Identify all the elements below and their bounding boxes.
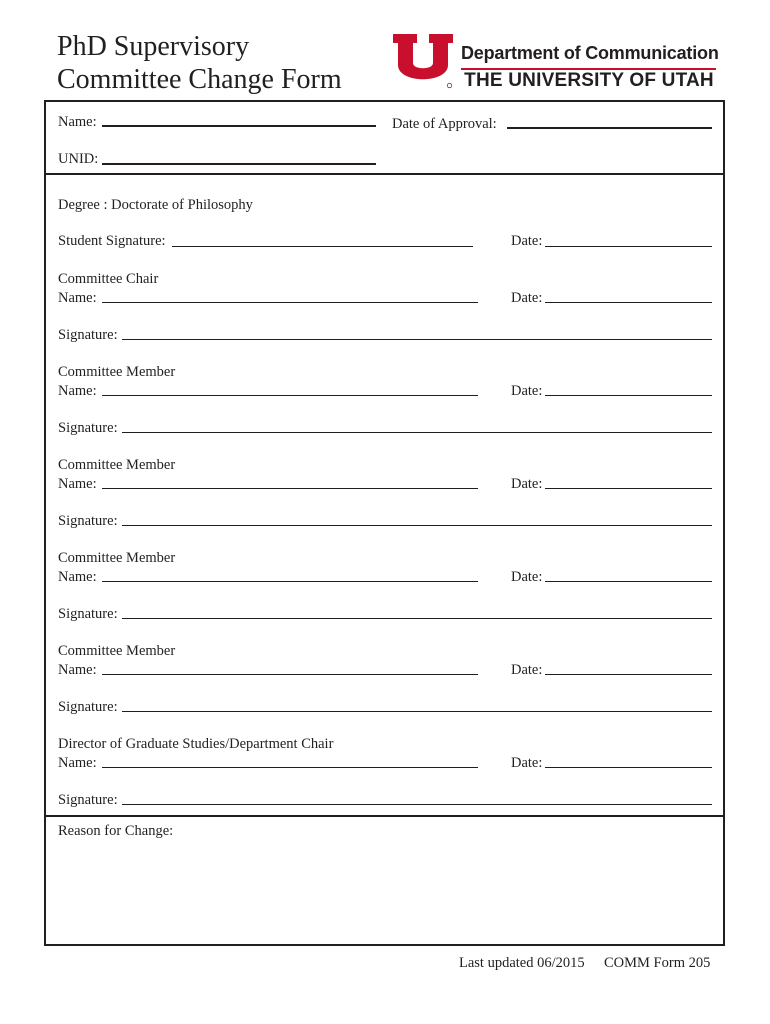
section-date-label: Date: xyxy=(511,290,543,306)
form-id: COMM Form 205 xyxy=(604,955,711,971)
section-heading: Committee Member xyxy=(58,364,176,380)
section-heading: Committee Member xyxy=(58,457,176,473)
student-date-field[interactable] xyxy=(545,246,712,247)
section-signature-field[interactable] xyxy=(122,432,712,433)
section-name-field[interactable] xyxy=(102,767,478,768)
section-date-field[interactable] xyxy=(545,674,712,675)
section-name-label: Name: xyxy=(58,476,97,492)
section-date-field[interactable] xyxy=(545,581,712,582)
section-signature-label: Signature: xyxy=(58,606,118,622)
date-of-approval-field[interactable] xyxy=(507,127,712,129)
title-line-2: Committee Change Form xyxy=(57,64,342,95)
unid-label: UNID: xyxy=(58,151,99,167)
department-name: Department of Communication xyxy=(461,43,719,63)
section-signature-field[interactable] xyxy=(122,618,712,619)
section-signature-field[interactable] xyxy=(122,711,712,712)
section-signature-label: Signature: xyxy=(58,792,118,808)
page-title xyxy=(57,30,342,96)
section-name-label: Name: xyxy=(58,755,97,771)
date-of-approval-label: Date of Approval: xyxy=(392,116,497,132)
block-u-logo-icon xyxy=(393,34,453,89)
section-signature-label: Signature: xyxy=(58,513,118,529)
section-name-field[interactable] xyxy=(102,488,478,489)
section-name-label: Name: xyxy=(58,383,97,399)
section-signature-field[interactable] xyxy=(122,525,712,526)
unid-field[interactable] xyxy=(102,163,376,165)
section-date-field[interactable] xyxy=(545,395,712,396)
name-field[interactable] xyxy=(102,125,376,127)
section-date-label: Date: xyxy=(511,476,543,492)
section-name-field[interactable] xyxy=(102,302,478,303)
section-heading: Committee Member xyxy=(58,550,176,566)
section-heading: Committee Member xyxy=(58,643,176,659)
student-signature-label: Student Signature: xyxy=(58,233,166,249)
section-date-field[interactable] xyxy=(545,302,712,303)
section-date-label: Date: xyxy=(511,755,543,771)
section-heading: Director of Graduate Studies/Department Chair xyxy=(58,736,334,752)
section-date-label: Date: xyxy=(511,662,543,678)
name-label: Name: xyxy=(58,114,97,130)
section-name-label: Name: xyxy=(58,290,97,306)
title-line-1: PhD Supervisory xyxy=(57,31,250,62)
degree-text: Degree : Doctorate of Philosophy xyxy=(58,197,253,213)
section-date-field[interactable] xyxy=(545,767,712,768)
section-name-field[interactable] xyxy=(102,581,478,582)
section-name-field[interactable] xyxy=(102,674,478,675)
university-name: THE UNIVERSITY OF UTAH xyxy=(464,70,714,91)
reason-label: Reason for Change: xyxy=(58,823,174,839)
section-signature-label: Signature: xyxy=(58,420,118,436)
section-name-field[interactable] xyxy=(102,395,478,396)
section-signature-label: Signature: xyxy=(58,327,118,343)
committee-box xyxy=(44,173,725,817)
section-date-field[interactable] xyxy=(545,488,712,489)
section-heading: Committee Chair xyxy=(58,271,159,287)
section-date-label: Date: xyxy=(511,569,543,585)
section-date-label: Date: xyxy=(511,383,543,399)
section-signature-field[interactable] xyxy=(122,804,712,805)
student-date-label: Date: xyxy=(511,233,543,249)
section-signature-field[interactable] xyxy=(122,339,712,340)
reason-textarea[interactable] xyxy=(56,842,712,938)
section-name-label: Name: xyxy=(58,569,97,585)
student-signature-field[interactable] xyxy=(172,246,473,247)
last-updated: Last updated 06/2015 xyxy=(459,955,585,971)
section-signature-label: Signature: xyxy=(58,699,118,715)
section-name-label: Name: xyxy=(58,662,97,678)
